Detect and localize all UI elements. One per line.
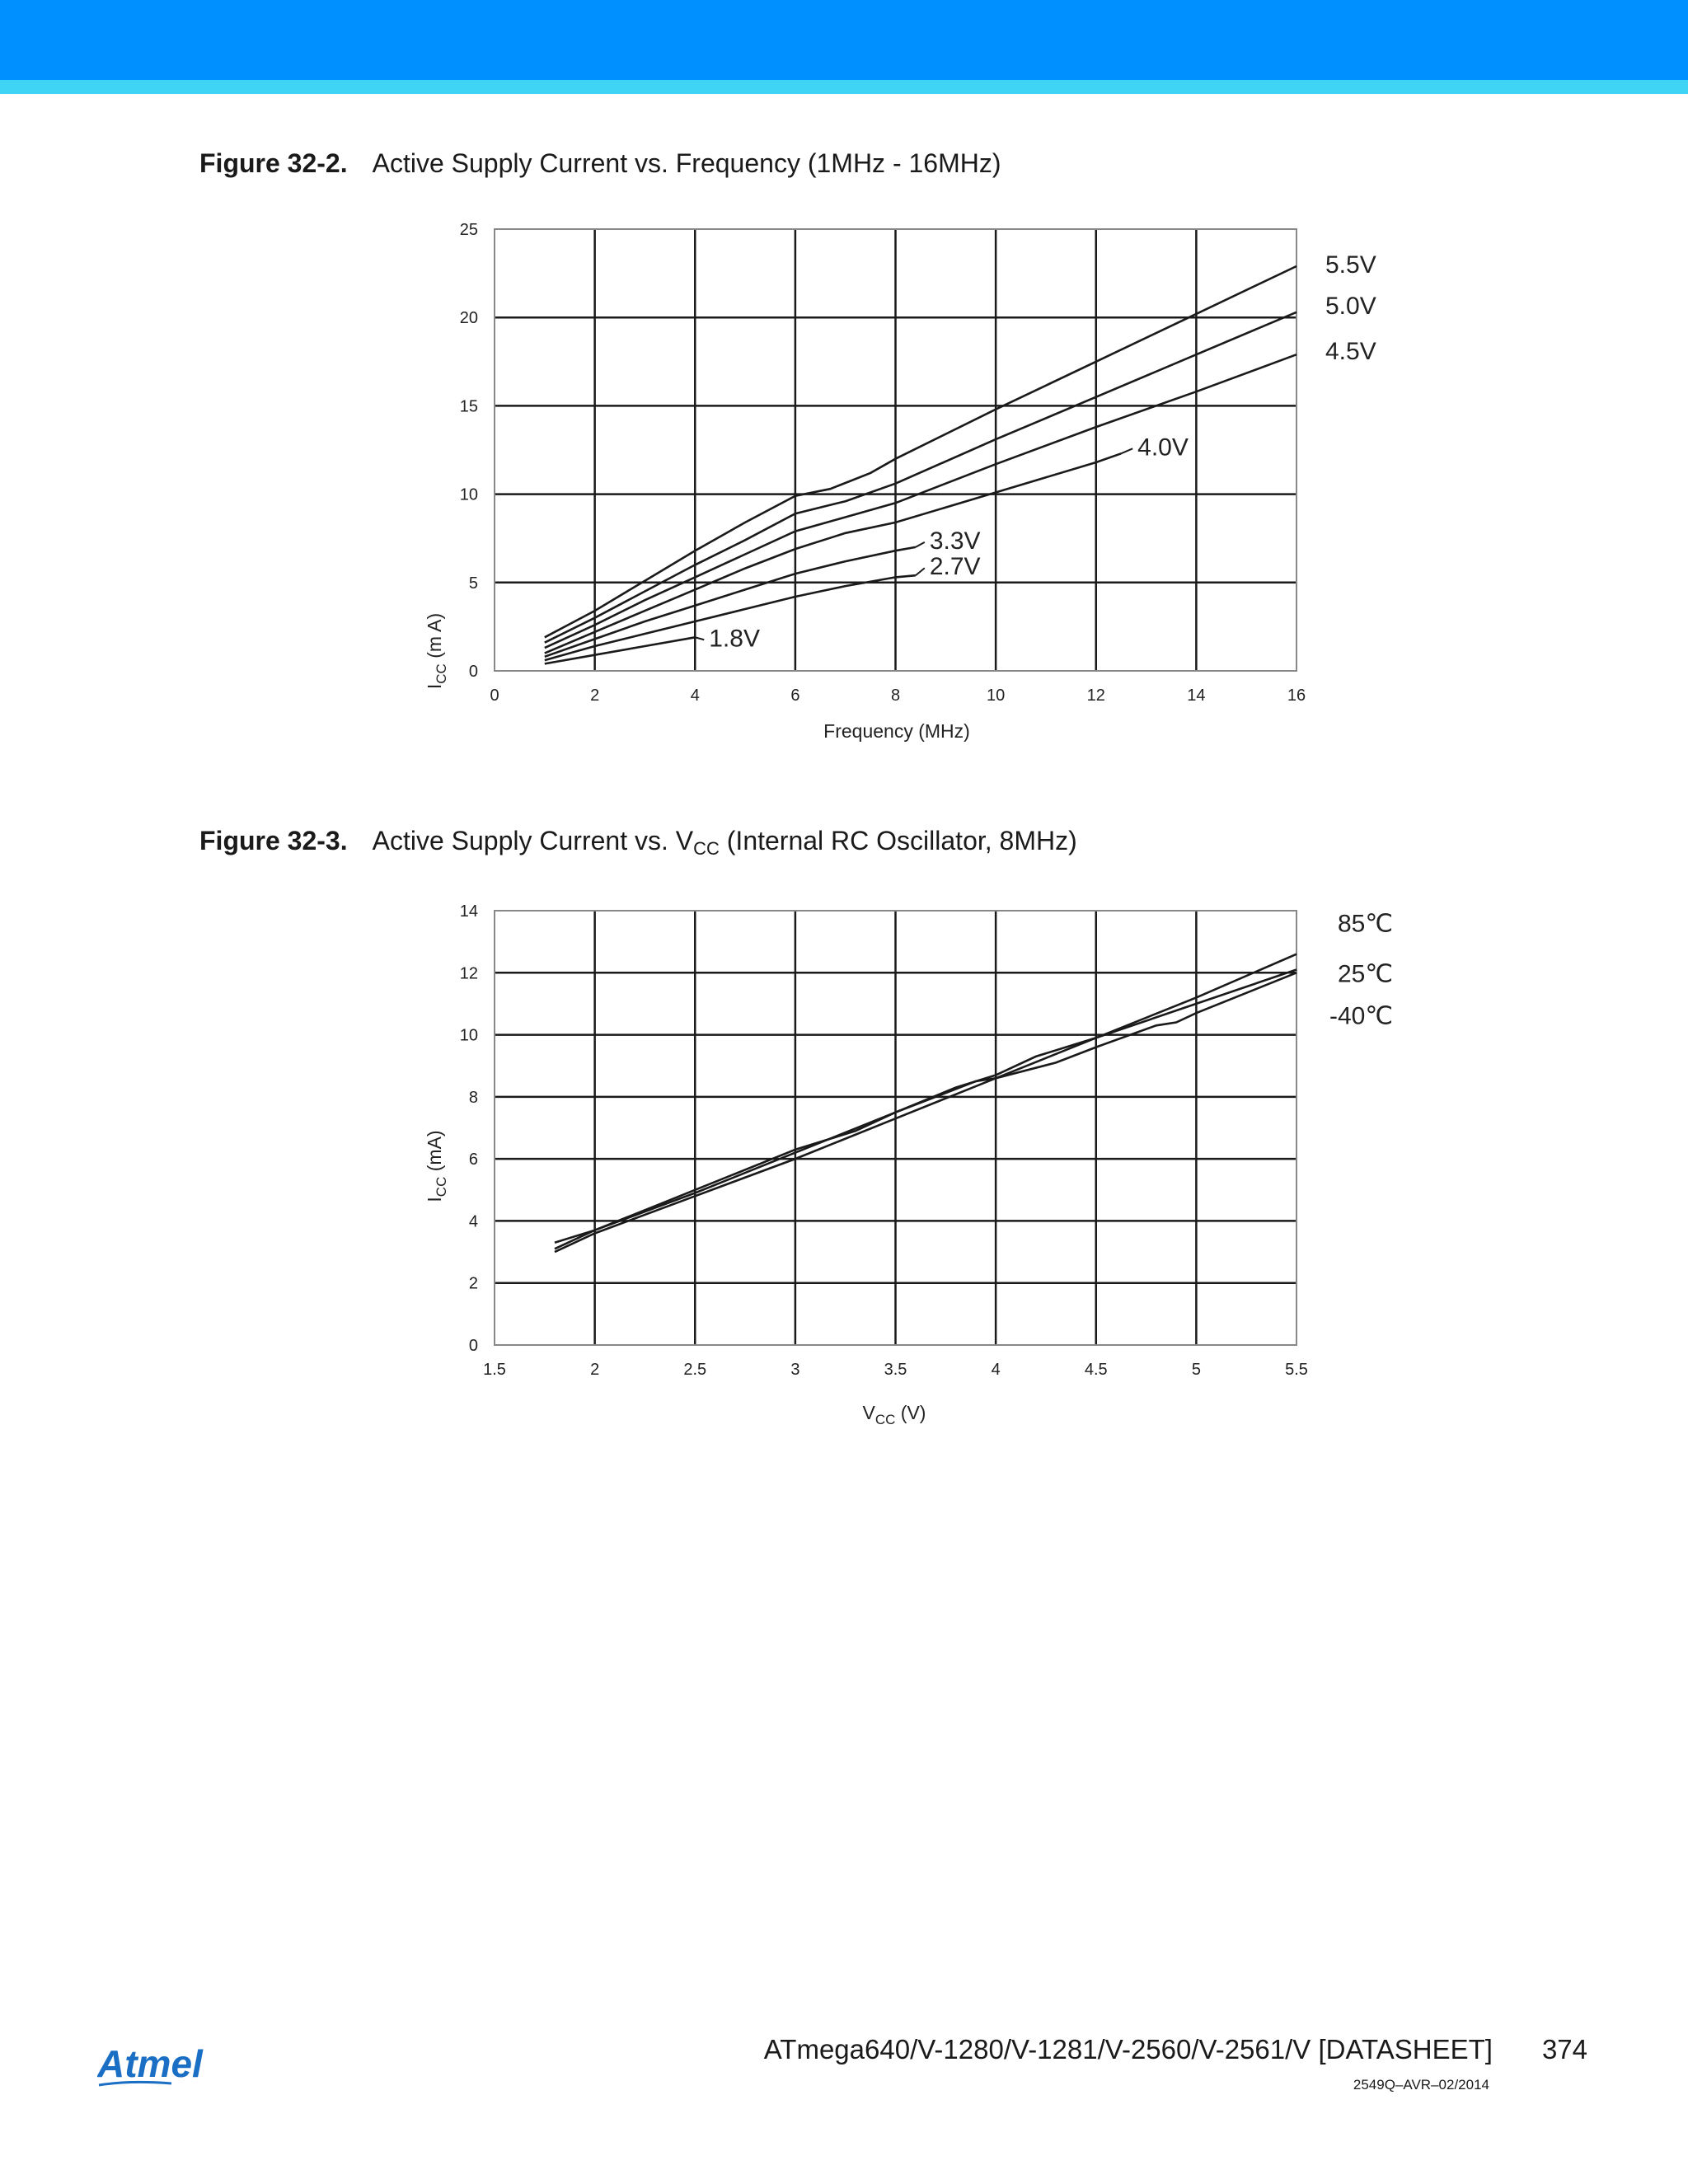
series-line-85 — [555, 954, 1296, 1252]
y-tick-label: 14 — [459, 902, 478, 921]
x-tick-label: 4.5 — [1084, 1361, 1108, 1379]
x-tick-label: 3 — [790, 1361, 800, 1379]
y-tick-label: 25 — [459, 221, 478, 239]
page-number: 374 — [1541, 2034, 1587, 2064]
y-tick-label: 4 — [468, 1212, 478, 1231]
x-tick-label: 12 — [1086, 687, 1105, 705]
series-leader — [916, 542, 925, 547]
y-tick-label: 2 — [468, 1274, 478, 1293]
series-label: 4.5V — [1325, 338, 1376, 366]
x-axis-label: $V_{CC}$ (V) — [862, 1402, 926, 1427]
series-label: -40℃ — [1329, 1002, 1394, 1030]
series-line-4.0v — [545, 453, 1121, 653]
x-tick-label: 10 — [987, 687, 1006, 705]
x-axis-label: Frequency (MHz) — [823, 720, 970, 742]
y-tick-label: 8 — [468, 1088, 478, 1107]
figure-32-2-title — [199, 148, 1001, 179]
series-line-1.8v — [545, 637, 696, 663]
chart-supply-current-vs-frequency — [0, 206, 1688, 766]
y-tick-label: 0 — [468, 1337, 478, 1355]
series-label: 3.3V — [929, 527, 981, 555]
series-leader — [1121, 448, 1132, 453]
header-strip — [0, 80, 1688, 94]
y-tick-label: 12 — [459, 964, 478, 983]
figure-number: Figure 32-3. — [199, 826, 348, 855]
x-tick-label: 5.5 — [1285, 1361, 1308, 1379]
x-tick-label: 2.5 — [683, 1361, 707, 1379]
x-tick-label: 2 — [590, 687, 600, 705]
figure-32-3-title — [199, 826, 1077, 860]
atmel-logo — [97, 2042, 246, 2092]
x-tick-label: 4 — [690, 687, 700, 705]
chart-supply-current-vs-vcc — [0, 886, 1688, 1446]
x-tick-label: 2 — [590, 1361, 600, 1379]
y-tick-label: 10 — [459, 485, 478, 504]
series-line-4.5v — [545, 354, 1296, 648]
x-tick-label: 8 — [890, 687, 901, 705]
y-tick-label: 6 — [468, 1151, 478, 1169]
y-tick-label: 20 — [459, 309, 478, 328]
series-label: 2.7V — [929, 553, 981, 581]
document-code: 2549Q–AVR–02/2014 — [1353, 2077, 1489, 2093]
x-tick-label: 4 — [991, 1361, 1001, 1379]
header-bar — [0, 0, 1688, 80]
series-label: 4.0V — [1137, 434, 1189, 462]
y-axis-label: $I_{CC}$ (mA) — [424, 1130, 449, 1202]
footer-document-title — [764, 2034, 1587, 2065]
x-tick-label: 0 — [490, 687, 499, 705]
series-label: 5.5V — [1325, 251, 1376, 279]
y-tick-label: 15 — [459, 397, 478, 416]
y-tick-label: 5 — [468, 574, 478, 593]
x-tick-label: 16 — [1287, 687, 1306, 705]
series-label: 1.8V — [709, 625, 760, 653]
figure-caption: Active Supply Current vs. Frequency (1MHz - 16MHz) — [372, 148, 1001, 178]
series-line-5.0v — [545, 312, 1296, 643]
series-label: 5.0V — [1325, 292, 1376, 320]
x-tick-label: 5 — [1191, 1361, 1201, 1379]
x-tick-label: 14 — [1187, 687, 1206, 705]
series-label: 85℃ — [1338, 910, 1394, 938]
x-tick-label: 6 — [790, 687, 800, 705]
y-axis-label: $I_{CC}$ (m A) — [424, 612, 449, 690]
y-tick-label: 0 — [468, 663, 478, 681]
logo-text: Atmel — [97, 2042, 203, 2085]
figure-number: Figure 32-2. — [199, 148, 348, 178]
y-tick-label: 10 — [459, 1026, 478, 1045]
series-label: 25℃ — [1338, 960, 1394, 988]
document-title: ATmega640/V-1280/V-1281/V-2560/V-2561/V [DATASHEET] — [763, 2034, 1493, 2064]
x-tick-label: 3.5 — [884, 1361, 907, 1379]
x-tick-label: 1.5 — [483, 1361, 506, 1379]
series-leader — [695, 637, 704, 640]
series-leader — [916, 568, 925, 575]
figure-caption: Active Supply Current vs. $V_{CC}$ (Internal RC Oscillator, 8MHz) — [372, 826, 1077, 859]
